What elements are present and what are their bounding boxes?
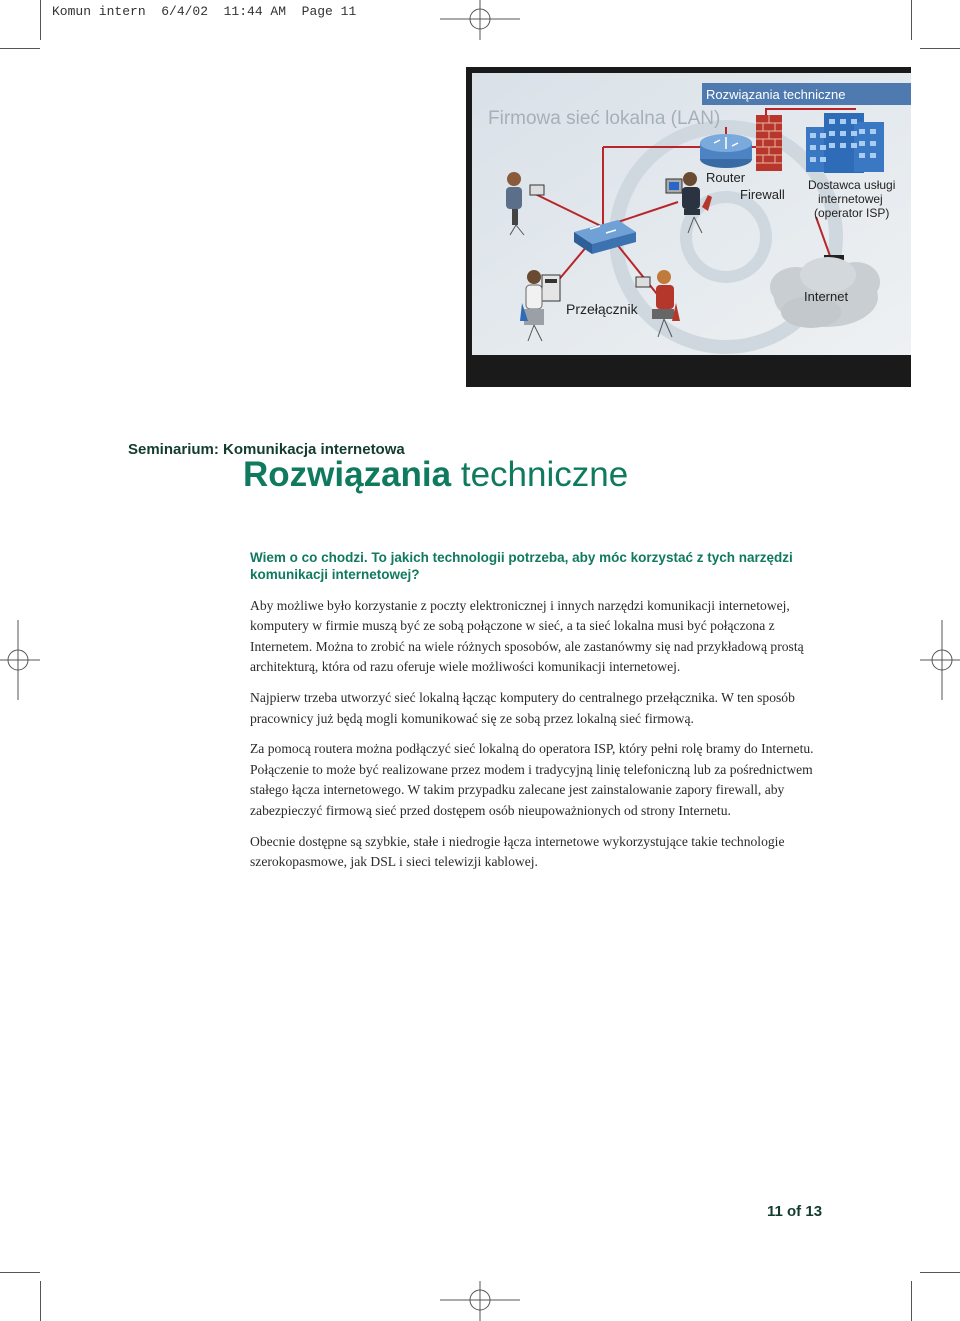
crop-mark: [40, 1281, 41, 1321]
crop-mark: [920, 48, 960, 49]
isp-label-line3: (operator ISP): [814, 206, 890, 220]
registration-mark-right: [920, 620, 960, 700]
paragraph: Aby możliwe było korzystanie z poczty elektronicznej i innych narzędzi komunikacji internetowej, komputery w firmie muszą być ze sobą połączone w sieć, a ta sieć lokalna musi być połączona z Internetem. Można to zrobić na wiele różnych sposobów, ale zastanówmy się nad przykładową prostą architekturą, która od razu oferuje wiele możliwości komunikacji internetowej.: [250, 598, 804, 675]
registration-mark-left: [0, 620, 40, 700]
router-label: Router: [706, 170, 746, 185]
paragraph: Za pomocą routera można podłączyć sieć lokalną do operatora ISP, który pełni rolę bramy do Internetu. Połączenie to może być realizowane przez modem i tradycyjną linię telefoniczną lub za pośrednictwem stałego łącza internetowego. W takim przypadku zalecane jest zainstalowanie zapory firewall, aby zabezpieczyć firmową sieć przed dostępem osób nieupoważnionych od strony Internetu.: [250, 741, 814, 818]
printer-slug: Komun intern 6/4/02 11:44 AM Page 11: [52, 4, 357, 19]
lead-question: Wiem o co chodzi. To jakich technologii potrzeba, aby móc korzystać z tych narzędzi komunikacji internetowej?: [250, 550, 793, 582]
registration-mark-top: [440, 0, 520, 42]
paragraph: Najpierw trzeba utworzyć sieć lokalną łącząc komputery do centralnego przełącznika. W ten sposób pracownicy już będą mogli komunikować się ze sobą przez lokalną sieć firmową.: [250, 690, 795, 726]
section-kicker: Seminarium: Komunikacja internetowa: [128, 441, 405, 458]
crop-mark: [920, 1272, 960, 1273]
page-number: 11 of 13: [767, 1203, 823, 1220]
router-icon: [700, 134, 752, 168]
isp-label-line1: Dostawca usługi: [808, 178, 896, 192]
network-diagram: [466, 67, 911, 387]
crop-mark: [0, 1272, 40, 1273]
page-title: [243, 455, 628, 495]
page-title-bold: Rozwiązania: [243, 455, 452, 494]
page-title-light: techniczne: [460, 455, 629, 494]
crop-mark: [911, 1281, 912, 1321]
firewall-label: Firewall: [740, 187, 785, 202]
isp-label-line2: internetowej: [818, 192, 883, 206]
banner-label: Rozwiązania techniczne: [706, 87, 846, 102]
switch-label: Przełącznik: [566, 301, 638, 317]
internet-label: Internet: [804, 289, 849, 304]
paragraph: Obecnie dostępne są szybkie, stałe i niedrogie łącza internetowe wykorzystujące takie technologie szerokopasmowe, jak DSL i sieci telewizji kablowej.: [250, 833, 785, 869]
crop-mark: [911, 0, 912, 40]
diagram-heading: Firmowa sieć lokalna (LAN): [488, 108, 721, 129]
crop-mark: [40, 0, 41, 40]
crop-mark: [0, 48, 40, 49]
firewall-icon: [756, 115, 782, 171]
body-text: [250, 596, 835, 883]
registration-mark-bottom: [440, 1279, 520, 1321]
